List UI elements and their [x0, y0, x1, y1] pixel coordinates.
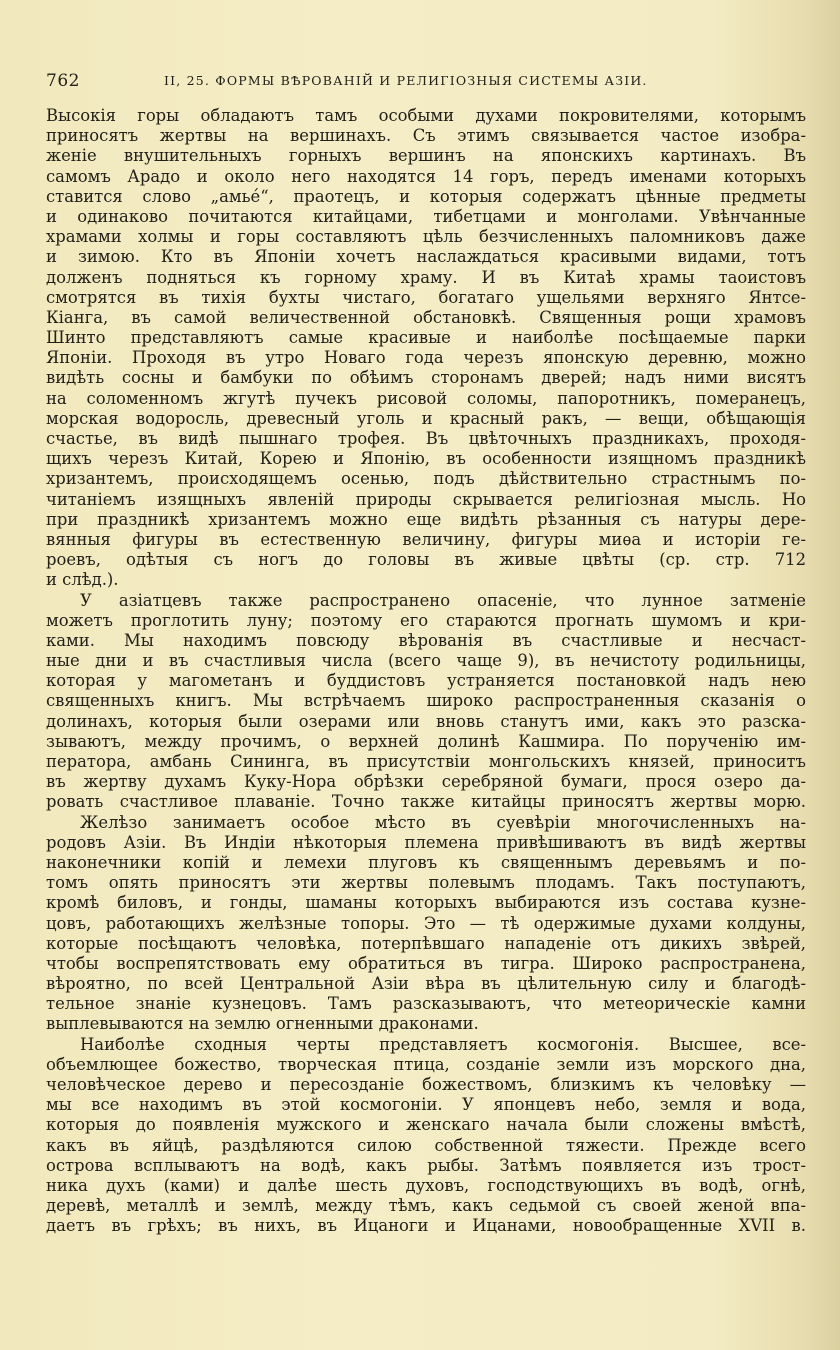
- text-line: чтобы воспрепятствовать ему обратиться въ тигра. Широко распространена,: [46, 953, 806, 973]
- text-line: острова всплываютъ на водѣ, какъ рыбы. Затѣмъ появляется изъ трост-: [46, 1155, 806, 1175]
- text-line: наконечники копій и лемехи плуговъ къ священнымъ деревьямъ и по-: [46, 852, 806, 872]
- text-line: вянныя фигуры въ естественную величину, фигуры миѳа и исторіи ге-: [46, 529, 806, 549]
- text-line: которая у магометанъ и буддистовъ устраняется постановкой надъ нею: [46, 671, 806, 691]
- text-line: и одинаково почитаются китайцами, тибетцами и монголами. Увѣнчанные: [46, 206, 806, 226]
- text-line: которые посѣщаютъ человѣка, потерпѣвшаго нападеніе отъ дикихъ звѣрей,: [46, 933, 806, 953]
- text-line: томъ опять приносятъ эти жертвы полевымъ плодамъ. Такъ поступаютъ,: [46, 873, 806, 893]
- text-line: роевъ, одѣтыя съ ногъ до головы въ живые цвѣты (ср. стр. 712: [46, 550, 806, 570]
- text-line: выплевываются на землю огненными драконами.: [46, 1014, 479, 1034]
- text-line: Японіи. Проходя въ утро Новаго года черезъ японскую деревню, можно: [46, 348, 806, 368]
- text-line: щихъ черезъ Китай, Корею и Японію, въ особенности изящномъ праздникѣ: [46, 449, 806, 469]
- text-body: [46, 106, 806, 1257]
- text-line: кромѣ биловъ, и гонды, шаманы которыхъ выбираются изъ состава кузне-: [46, 893, 806, 913]
- text-line: на соломенномъ жгутѣ пучекъ рисовой соломы, папоротникъ, померанецъ,: [46, 388, 806, 408]
- text-line: приносятъ жертвы на вершинахъ. Съ этимъ связывается частое изобра-: [46, 126, 806, 146]
- text-line: ператора, амбань Сининга, въ присутствіи монгольскихъ князей, приноситъ: [46, 752, 806, 771]
- text-line: [46, 1237, 806, 1257]
- text-line: читаніемъ изящныхъ явленій природы скрывается религіозная мысль. Но: [46, 489, 806, 509]
- paragraph-start-line: У азіатцевъ также распространено опасеніе, что лунное затменіе: [80, 590, 806, 610]
- text-line: при праздникѣ хризантемъ можно еще видѣть рѣзанныя съ натуры дере-: [46, 509, 806, 529]
- text-line: деревѣ, металлѣ и землѣ, между тѣмъ, какъ седьмой съ своей женой впа-: [46, 1196, 806, 1216]
- text-line: можетъ проглотить луну; поэтому его стараются прогнать шумомъ и кри-: [46, 610, 806, 630]
- running-head: II, 25. ФОРМЫ ВѢРОВАНІЙ И РЕЛИГІОЗНЫЯ СИСТЕМЫ АЗІИ.: [164, 73, 648, 88]
- text-line: морская водоросль, древесный уголь и красный ракъ, — вещи, обѣщающія: [46, 408, 806, 428]
- text-line: долженъ подняться къ горному храму. И въ Китаѣ храмы таоистовъ: [46, 267, 806, 287]
- text-line: долинахъ, которыя были озерами или вновь станутъ ими, какъ это разска-: [46, 711, 806, 731]
- text-line: храмами холмы и горы составляютъ цѣль безчисленныхъ паломниковъ даже: [46, 227, 806, 247]
- text-line: ставится слово „амьé“, праотецъ, и которыя содержатъ цѣнные предметы: [46, 186, 806, 206]
- text-line: какъ въ яйцѣ, раздѣляются силою собственной тяжести. Прежде всего: [46, 1135, 806, 1155]
- text-line: священныхъ книгъ. Мы встрѣчаемъ широко распространенныя сказанія о: [46, 691, 806, 711]
- text-line: вѣроятно, по всей Центральной Азіи вѣра въ цѣлительную силу и благодѣ-: [46, 974, 806, 994]
- text-line: которыя до появленія мужского и женскаго начала были сложены вмѣстѣ,: [46, 1115, 806, 1135]
- text-line: видѣть сосны и бамбуки по обѣимъ сторонамъ дверей; надъ ними висятъ: [46, 368, 806, 388]
- text-line: хризантемъ, происходящемъ осенью, подъ дѣйствительно страстнымъ по-: [46, 469, 806, 489]
- text-line: Высокія горы обладаютъ тамъ особыми духами покровителями, которымъ: [46, 106, 806, 125]
- paragraph-start-line: Наиболѣе сходныя черты представляетъ космогонія. Высшее, все-: [80, 1034, 806, 1054]
- text-line: цовъ, работающихъ желѣзные топоры. Это — тѣ одержимые духами колдуны,: [46, 913, 806, 933]
- text-line: женіе внушительныхъ горныхъ вершинъ на японскихъ картинахъ. Въ: [46, 146, 806, 166]
- text-line: родовъ Азіи. Въ Индіи нѣкоторыя племена привѣшиваютъ въ видѣ жертвы: [46, 832, 806, 852]
- text-line: Кіанга, въ самой величественной обстановкѣ. Священныя рощи храмовъ: [46, 307, 806, 327]
- paragraph-start-line: Желѣзо занимаетъ особое мѣсто въ суевѣріи многочисленныхъ на-: [80, 812, 806, 832]
- text-line: смотрятся въ тихія бухты чистаго, богатаго ущельями верхняго Янтсе-: [46, 287, 806, 307]
- text-line: ровать счастливое плаваніе. Точно также китайцы приносятъ жертвы морю.: [46, 792, 806, 812]
- text-line: ника духъ (ками) и далѣе шесть духовъ, господствующихъ въ водѣ, огнѣ,: [46, 1175, 806, 1195]
- text-line: даетъ въ грѣхъ; въ нихъ, въ Ицаноги и Ицанами, новообращенные XVII в.: [46, 1216, 806, 1236]
- text-line: человѣческое дерево и пересозданіе божествомъ, близкимъ къ человѣку —: [46, 1075, 806, 1094]
- text-line: Шинто представляютъ самые красивые и наиболѣе посѣщаемые парки: [46, 328, 806, 348]
- text-line: мы все находимъ въ этой космогоніи. У японцевъ небо, земля и вода,: [46, 1095, 806, 1115]
- text-line: самомъ Арадо и около него находятся 14 горъ, передъ именами которыхъ: [46, 166, 806, 186]
- text-line: объемлющее божество, творческая птица, созданіе земли изъ морского дна,: [46, 1054, 806, 1074]
- text-line: и зимою. Кто въ Японіи хочетъ наслаждаться красивыми видами, тотъ: [46, 247, 806, 267]
- text-line: и слѣд.).: [46, 570, 119, 590]
- page-number: 762: [46, 71, 80, 91]
- text-line: въ жертву духамъ Куку-Нора обрѣзки серебряной бумаги, прося озеро да-: [46, 772, 806, 792]
- page-header: [46, 71, 806, 95]
- text-line: счастье, въ видѣ пышнаго трофея. Въ цвѣточныхъ праздникахъ, проходя-: [46, 429, 806, 448]
- text-line: тельное знаніе кузнецовъ. Тамъ разсказываютъ, что метеорическіе камни: [46, 994, 806, 1014]
- text-line: зываютъ, между прочимъ, о верхней долинѣ Кашмира. По порученію им-: [46, 731, 806, 751]
- text-line: ками. Мы находимъ повсюду вѣрованія въ счастливые и несчаст-: [46, 630, 806, 650]
- text-line: ные дни и въ счастливыя числа (всего чаще 9), въ нечистоту родильницы,: [46, 651, 806, 671]
